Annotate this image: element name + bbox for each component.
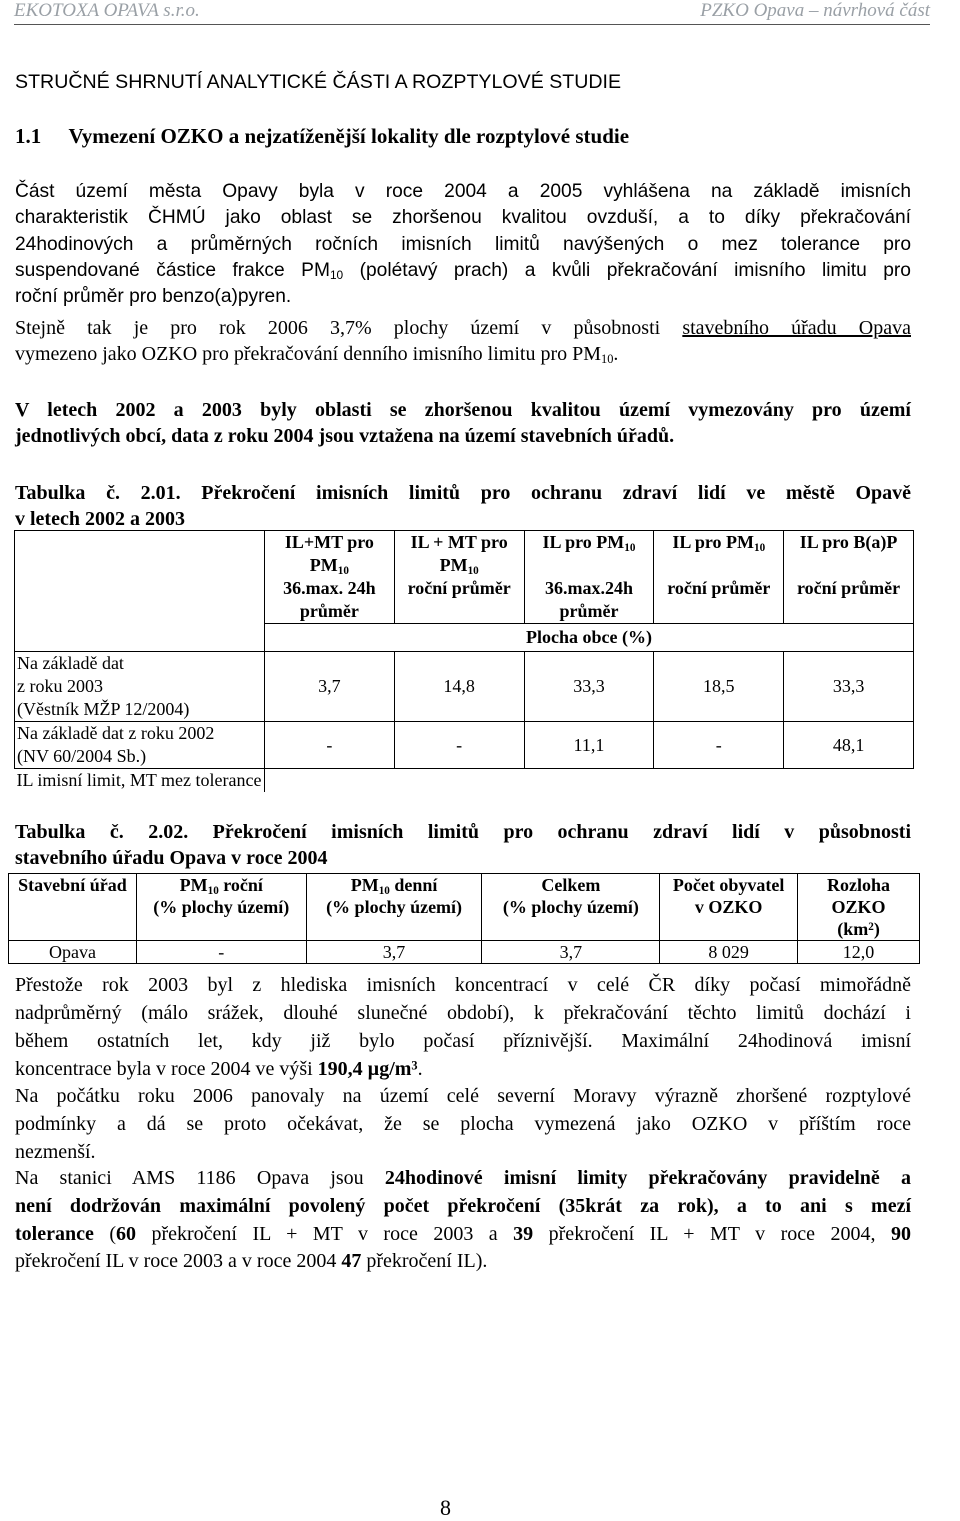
table1-cell: 11,1 bbox=[524, 722, 654, 769]
table1-cell: - bbox=[654, 722, 784, 769]
header-rule bbox=[14, 24, 930, 25]
table1 bbox=[14, 530, 914, 792]
para1-line5: roční průměr pro benzo(a)pyren. bbox=[15, 286, 292, 307]
para1-line4b: (polétavý prach) a kvůli překračování imisního limitu pro bbox=[343, 260, 911, 281]
table2-header-row bbox=[9, 874, 920, 941]
para5-line1: Na počátku roku 2006 panovaly na území celé severní Moravy výrazně zhoršené rozptylové bbox=[15, 1085, 911, 1107]
table1-cell: - bbox=[394, 722, 524, 769]
table1-cell: 14,8 bbox=[394, 652, 524, 722]
subsection-title: Vymezení OZKO a nejzatíženější lokality dle rozptylové studie bbox=[68, 124, 630, 148]
stavebni-urad-underlined: stavebního úřadu Opava bbox=[682, 317, 911, 339]
table1-cell: 33,3 bbox=[524, 652, 654, 722]
table1-cell: 33,3 bbox=[784, 652, 914, 722]
table2-col-celkem: Celkem (% plochy území) bbox=[482, 874, 660, 941]
para2-line2a: vymezeno jako OZKO pro překračování denního imisního limitu pro PM bbox=[15, 343, 602, 365]
para1-line1: Část území města Opavy byla v roce 2004 a 2005 vyhlášena na základě imisních bbox=[15, 181, 911, 202]
table2-caption-line1: Tabulka č. 2.02. Překročení imisních limitů pro ochranu zdraví lidí v působnosti bbox=[15, 821, 911, 843]
table2-cell: 3,7 bbox=[306, 941, 482, 964]
para6-line3: tolerance (60 překročení IL + MT v roce 2003 a 39 překročení IL + MT v roce 2004, 90 bbox=[15, 1223, 911, 1245]
para6-line4: překročení IL v roce 2003 a v roce 2004 47 překročení IL). bbox=[15, 1250, 488, 1272]
subsection-number: 1.1 bbox=[15, 124, 42, 148]
table2-col-pm10-denni: $PM_{10}$ denní (% plochy území) bbox=[306, 874, 482, 941]
table1-caption-line2: v letech 2002 a 2003 bbox=[15, 508, 185, 530]
table1-note: IL imisní limit, MT mez tolerance bbox=[15, 769, 265, 793]
table1-header-row bbox=[15, 531, 914, 624]
table1-cell: 18,5 bbox=[654, 652, 784, 722]
pm-subscript: 10 bbox=[329, 267, 344, 282]
page-number: 8 bbox=[440, 1495, 451, 1520]
para6-line1: Na stanici AMS 1186 Opava jsou 24hodinové imisní limity překračovány pravidelně a bbox=[15, 1167, 911, 1189]
table2-col-stavebni-urad: Stavební úřad bbox=[9, 874, 137, 941]
table2-cell: 12,0 bbox=[798, 941, 920, 964]
table1-cell: 3,7 bbox=[264, 652, 394, 722]
para4-line3: během ostatních let, kdy již bylo počasí příznivější. Maximální 24hodinová imisní bbox=[15, 1030, 911, 1052]
table2-cell: - bbox=[136, 941, 306, 964]
para4-line2: nadprůměrný (málo srážek, dlouhé slunečné období), k překračování těchto limitů dochází i bbox=[15, 1002, 911, 1024]
para1-line4 bbox=[15, 259, 911, 283]
para3-line2: jednotlivých obcí, data z roku 2004 jsou vztažena na území stavebních úřadů. bbox=[15, 425, 675, 447]
table1-row bbox=[15, 652, 914, 722]
table1-col1-header: IL+MT pro $PM_{10}$ 36.max. 24h průměr bbox=[264, 531, 394, 624]
para4-line4: koncentrace byla v roce 2004 ve výši 190,4 $\mu g/m^3$. bbox=[15, 1058, 423, 1080]
pm-subscript: 10 bbox=[601, 352, 614, 367]
table1-row bbox=[15, 722, 914, 769]
table1-plocha-header: Plocha obce (%) bbox=[264, 624, 913, 652]
table1-col2-header: IL + MT pro $PM_{10}$ roční průměr bbox=[394, 531, 524, 624]
table1-row2-label: Na základě dat z roku 2002 (NV 60/2004 Sb.) bbox=[15, 722, 265, 769]
para3-line1: V letech 2002 a 2003 byly oblasti se zhoršenou kvalitou území vymezovány pro území bbox=[15, 399, 911, 421]
table2-col-pocet-obyvatel: Počet obyvatel v OZKO bbox=[660, 874, 798, 941]
table2-caption-line2: stavebního úřadu Opava v roce 2004 bbox=[15, 847, 328, 869]
table1-col5-header: IL pro B(a)P roční průměr bbox=[784, 531, 914, 624]
table2-row bbox=[9, 941, 920, 964]
subsection-heading bbox=[15, 124, 911, 148]
para4-line1: Přestože rok 2003 byl z hlediska imisních koncentrací v celé ČR díky počasí mimořádně bbox=[15, 974, 911, 996]
table1-note-row bbox=[15, 769, 914, 793]
para6-line2: není dodržován maximální povolený počet překročení (35krát za rok), a to ani s mezí bbox=[15, 1195, 911, 1217]
table1-col4-header: IL pro $PM_{10}$ roční průměr bbox=[654, 531, 784, 624]
para1-line2: charakteristik ČHMÚ jako oblast se zhoršenou kvalitou ovzduší, a to díky překračování bbox=[15, 207, 911, 228]
table2-cell: Opava bbox=[9, 941, 137, 964]
para5-line2: podmínky a dá se proto očekávat, že se plocha vymezená jako OZKO v příštím roce bbox=[15, 1113, 911, 1135]
table1-cell: - bbox=[264, 722, 394, 769]
table1-col3-header: IL pro $PM_{10}$ 36.max.24h průměr bbox=[524, 531, 654, 624]
para1-line4a: suspendované částice frakce PM bbox=[15, 260, 330, 281]
table2-cell: 8 029 bbox=[660, 941, 798, 964]
table1-caption-line1: Tabulka č. 2.01. Překročení imisních limitů pro ochranu zdraví lidí ve městě Opavě bbox=[15, 482, 911, 504]
table2-col-pm10-rocni: $PM_{10}$ roční (% plochy území) bbox=[136, 874, 306, 941]
table2-col-rozloha: Rozloha OZKO $(km^2)$ bbox=[798, 874, 920, 941]
max-concentration: 190,4 $\mu g/m^3$ bbox=[317, 1058, 418, 1080]
para2-line2b: . bbox=[613, 343, 619, 365]
para2-line1a: Stejně tak je pro rok 2006 3,7% plochy území v působnosti bbox=[15, 317, 683, 339]
header-right: PZKO Opava – návrhová část bbox=[700, 0, 930, 21]
table1-cell: 48,1 bbox=[784, 722, 914, 769]
para5-line3: nezmenší. bbox=[15, 1141, 96, 1163]
table1-row1-label: Na základě dat z roku 2003 (Věstník MŽP 12/2004) bbox=[15, 652, 265, 722]
para1-line3: 24hodinových a průměrných ročních imisních limitů navýšených o mez tolerance pro bbox=[15, 234, 911, 255]
table1-corner-cell bbox=[15, 531, 265, 652]
para2-line1 bbox=[15, 316, 911, 340]
section-title: STRUČNÉ SHRNUTÍ ANALYTICKÉ ČÁSTI A ROZPTYLOVÉ STUDIE bbox=[15, 71, 622, 93]
header-left: EKOTOXA OPAVA s.r.o. bbox=[14, 0, 200, 21]
para2-line2 bbox=[15, 342, 911, 366]
table2 bbox=[8, 873, 920, 964]
table2-cell: 3,7 bbox=[482, 941, 660, 964]
